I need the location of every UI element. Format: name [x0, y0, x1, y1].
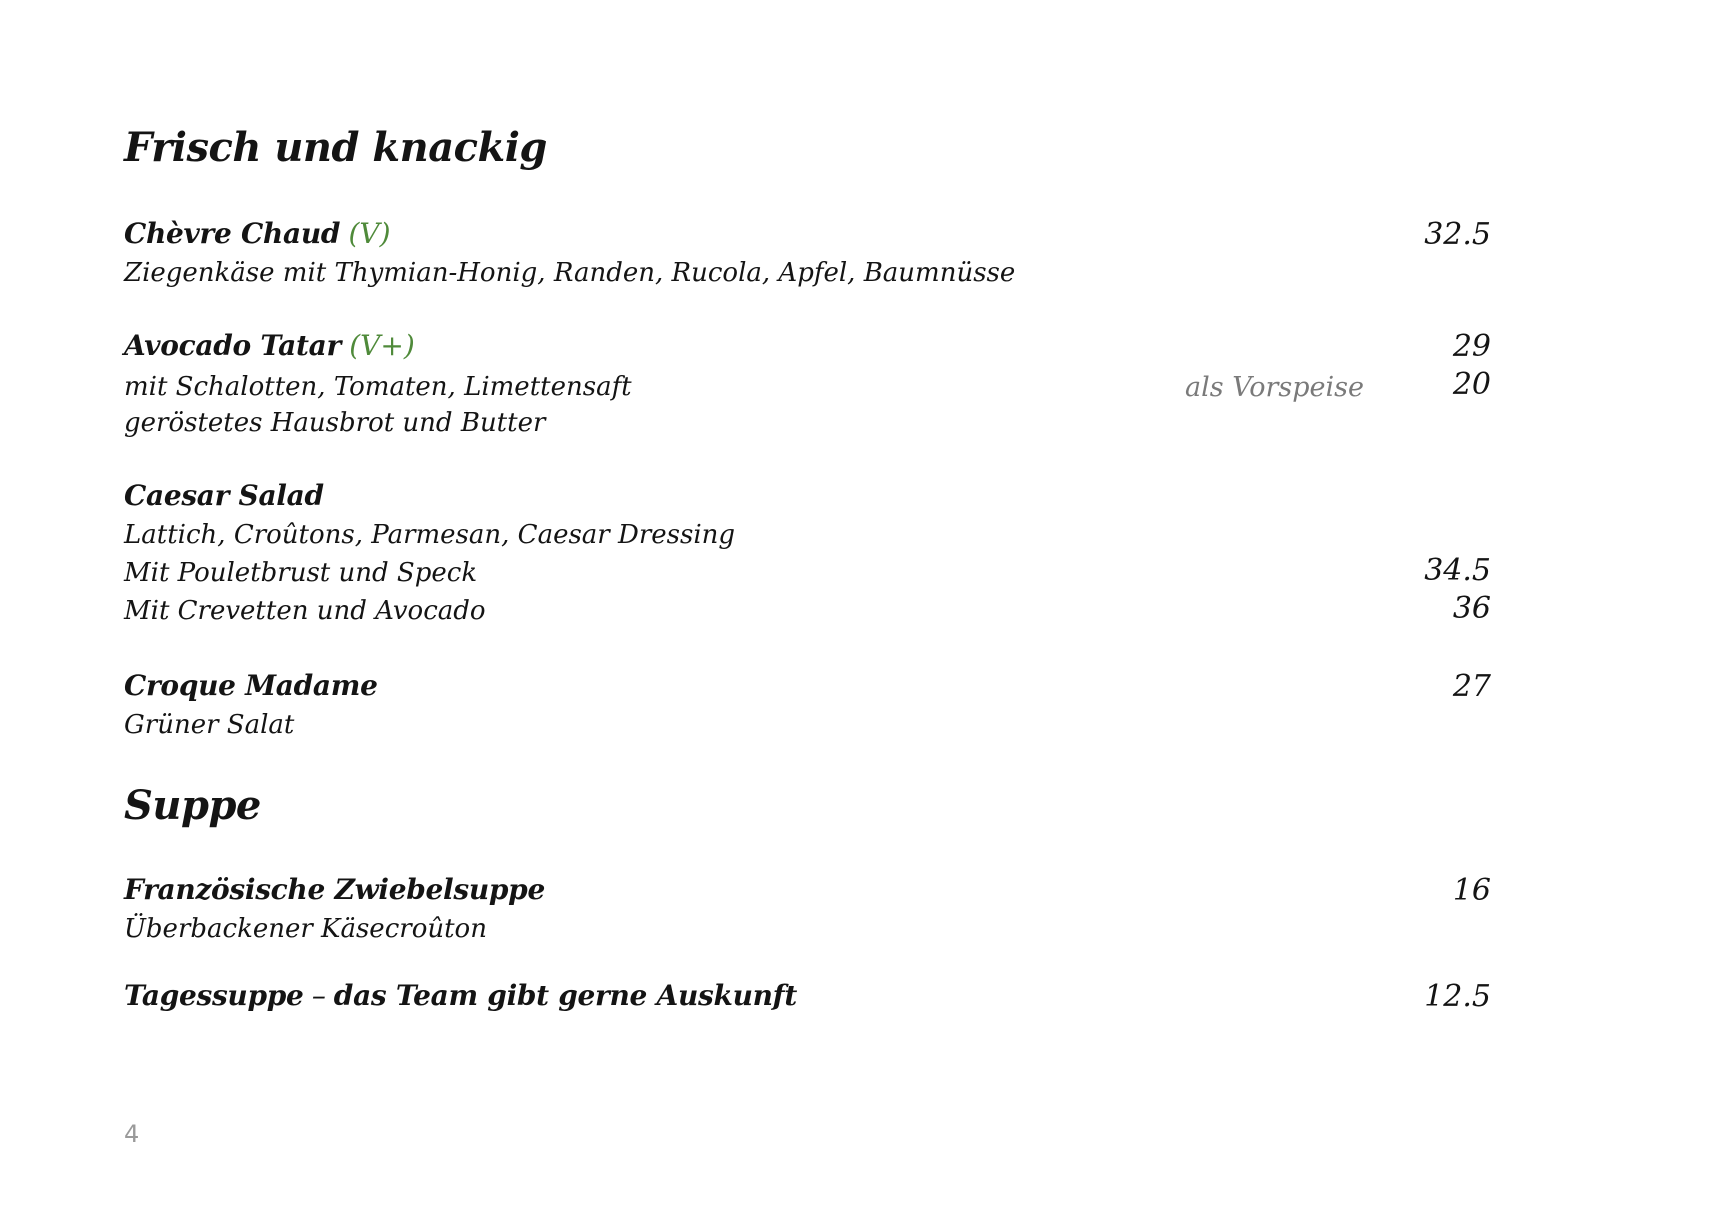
menu-item-name: Chèvre Chaud [124, 217, 341, 250]
menu-item-option: Mit Crevetten und Avocado [124, 596, 486, 626]
section-title: Suppe [124, 782, 261, 829]
menu-item-description: geröstetes Hausbrot und Butter [124, 408, 546, 438]
menu-item-description: Überbackener Käsecroûton [124, 914, 487, 944]
menu-item-title [124, 329, 415, 362]
menu-item-description: mit Schalotten, Tomaten, Limettensaft [124, 372, 632, 402]
menu-item-title [124, 217, 391, 250]
section-title: Frisch und knackig [124, 124, 547, 171]
menu-item-name-suffix: das Team gibt gerne Auskunft [333, 979, 798, 1012]
menu-item-price: 27 [1452, 669, 1491, 704]
menu-item-title [124, 479, 324, 512]
menu-item-title [124, 669, 378, 702]
option-price: 34.5 [1424, 553, 1491, 588]
menu-item-name: Caesar Salad [124, 479, 324, 512]
menu-item-name: Französische Zwiebelsuppe [124, 873, 545, 906]
menu-item-price: 29 [1452, 329, 1491, 364]
vegetarian-tag: (V) [348, 217, 391, 250]
menu-item-description: Lattich, Croûtons, Parmesan, Caesar Dressing [124, 520, 736, 550]
menu-item-description: Ziegenkäse mit Thymian-Honig, Randen, Rucola, Apfel, Baumnüsse [124, 258, 1016, 288]
menu-item-description: Grüner Salat [124, 710, 295, 740]
menu-item-option: Mit Pouletbrust und Speck [124, 558, 478, 588]
menu-item-price: 16 [1452, 873, 1491, 908]
menu-item-title [124, 873, 545, 906]
menu-item-name: Tagessuppe [124, 979, 304, 1012]
menu-item-price: 12.5 [1424, 979, 1491, 1014]
menu-item-name: Avocado Tatar [124, 329, 341, 362]
option-price: 36 [1452, 591, 1491, 626]
vegan-tag: (V+) [349, 329, 415, 362]
menu-item-price: 32.5 [1424, 217, 1491, 252]
menu-item-title [124, 979, 798, 1012]
variant-label: als Vorspeise [1185, 372, 1364, 403]
variant-price: 20 [1452, 367, 1491, 402]
title-separator: – [311, 979, 326, 1012]
menu-item-name: Croque Madame [124, 669, 378, 702]
page-number: 4 [124, 1120, 140, 1148]
